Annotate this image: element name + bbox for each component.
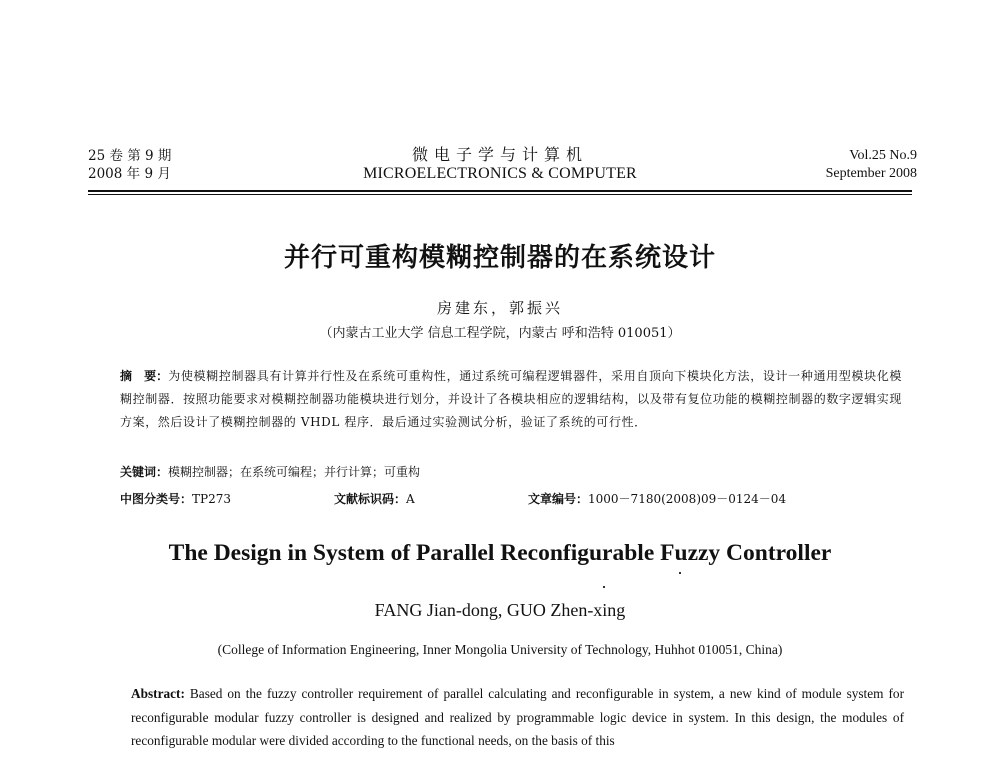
publication-date-en: September 2008 xyxy=(825,166,917,181)
document-code xyxy=(334,489,415,509)
doc-code-value: A xyxy=(406,492,415,506)
authors-en: FANG Jian-dong, GUO Zhen-xing xyxy=(374,600,626,620)
abstract-cn xyxy=(120,365,902,434)
doc-code-label: 文献标识码： xyxy=(334,492,407,506)
affiliation-cn: （内蒙古工业大学 信息工程学院，内蒙古 呼和浩特 010051） xyxy=(319,326,681,341)
abstract-en xyxy=(131,682,904,753)
scan-speck xyxy=(603,586,605,588)
keywords-cn xyxy=(120,462,902,482)
clc-value: TP273 xyxy=(192,492,231,506)
paper-title-en: The Design in System of Parallel Reconfigurable Fuzzy Controller xyxy=(168,540,832,566)
paper-title-cn: 并行可重构模糊控制器的在系统设计 xyxy=(283,243,716,273)
article-number-label: 文章编号： xyxy=(528,492,589,506)
keywords-cn-text: 模糊控制器；在系统可编程；并行计算；可重构 xyxy=(168,465,421,479)
scan-speck xyxy=(679,572,681,574)
keywords-cn-label: 关键词： xyxy=(120,465,169,479)
affiliation-en: (College of Information Engineering, Inner Mongolia University of Technology, Huhhot 010051, China) xyxy=(217,642,783,657)
clc-label: 中图分类号： xyxy=(120,492,193,506)
abstract-en-label: Abstract: xyxy=(131,686,185,701)
publication-date-cn: 2008 年 9 月 xyxy=(88,166,171,182)
abstract-en-text: Based on the fuzzy controller requirement of parallel calculating and reconfigurable in system, a new kind of module system for reconfigurable modular fuzzy controller is designed and realized by programmable logic device in system. In this design, the modules of reconfigurable modular were divided according to the functional needs, on the basis of this xyxy=(131,686,904,748)
header-rule-thick xyxy=(88,190,912,192)
abstract-cn-text: 为使模糊控制器具有计算并行性及在系统可重构性，通过系统可编程逻辑器件，采用自顶向下模块化方法，设计一种通用型模块化模糊控制器．按照功能要求对模糊控制器功能模块进行划分，并设计了各模块相应的逻辑结构，以及带有复位功能的模糊控制器的数字逻辑实现方案，然后设计了模糊控制器的 VHDL 程序．最后通过实验测试分析，验证了系统的可行性． xyxy=(120,369,902,429)
volume-number: Vol.25 No.9 xyxy=(849,148,917,163)
journal-name-en: MICROELECTRONICS & COMPUTER xyxy=(363,165,637,182)
volume-issue: 25 卷 第 9 期 xyxy=(88,148,172,164)
article-number xyxy=(528,489,786,509)
clc-number xyxy=(120,489,231,509)
abstract-cn-label: 摘 要： xyxy=(120,369,169,383)
journal-name-cn: 微电子学与计算机 xyxy=(411,145,588,164)
article-number-value: 1000－7180(2008)09－0124－04 xyxy=(588,492,787,506)
journal-volume-info xyxy=(826,147,917,183)
header-rule-thin xyxy=(88,194,912,195)
authors-cn: 房建东，郭振兴 xyxy=(436,299,563,317)
